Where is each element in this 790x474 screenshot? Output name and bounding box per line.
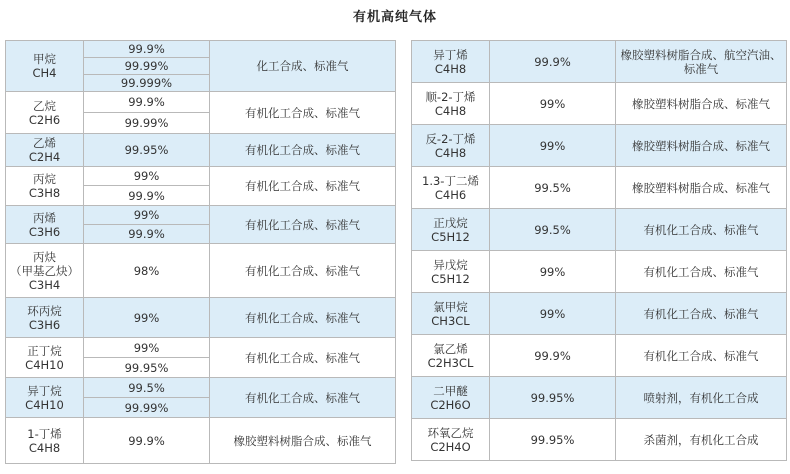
gas-name-line: （甲基乙炔） bbox=[10, 263, 79, 278]
gas-name-cell bbox=[412, 41, 490, 83]
application-cell bbox=[616, 167, 787, 209]
application-cell: 有机化工合成、标准气 bbox=[210, 92, 396, 134]
gas-name-line: C3H4 bbox=[28, 277, 61, 292]
gas-name-line: C2H4O bbox=[430, 439, 471, 454]
purity-cell: 99.95% bbox=[84, 358, 210, 378]
purity-cell: 99.9% bbox=[490, 335, 616, 377]
gas-name-line: C2H6O bbox=[430, 397, 471, 412]
purity-cell: 99.5% bbox=[490, 209, 616, 251]
gas-name-cell bbox=[412, 83, 490, 125]
gas-name-line: 氯甲烷 bbox=[433, 299, 468, 314]
application-line: 有机化工合成、标准气 bbox=[643, 348, 759, 363]
application-line: 橡胶塑料树脂合成、标准气 bbox=[632, 138, 770, 153]
gas-name-cell bbox=[6, 167, 84, 206]
gas-name-line: C2H3CL bbox=[427, 355, 474, 370]
gas-name-line: 正戊烷 bbox=[433, 215, 468, 230]
application-cell: 有机化工合成、标准气 bbox=[210, 167, 396, 206]
purity-cell: 99.99% bbox=[84, 58, 210, 75]
table-row bbox=[412, 41, 787, 83]
application-cell: 有机化工合成、标准气 bbox=[210, 338, 396, 378]
purity-cell: 99.9% bbox=[84, 418, 210, 464]
table-row bbox=[6, 41, 396, 58]
purity-cell: 99% bbox=[84, 298, 210, 338]
application-cell: 有机化工合成、标准气 bbox=[210, 206, 396, 244]
gas-name-line: C4H10 bbox=[25, 357, 64, 372]
gas-name-line: 1.3-丁二烯 bbox=[422, 173, 479, 188]
gas-name-cell bbox=[412, 209, 490, 251]
gas-name-cell bbox=[6, 92, 84, 134]
application-line: 有机化工合成、标准气 bbox=[643, 222, 759, 237]
gas-name-cell bbox=[6, 41, 84, 92]
application-cell bbox=[616, 419, 787, 461]
table-row bbox=[6, 298, 396, 338]
gas-name-line: 乙烯 bbox=[33, 136, 56, 150]
application-line: 橡胶塑料树脂合成、标准气 bbox=[632, 96, 770, 111]
gas-name-cell bbox=[412, 335, 490, 377]
gas-table-right bbox=[411, 40, 787, 461]
application-cell: 有机化工合成、标准气 bbox=[210, 134, 396, 167]
purity-cell: 99.5% bbox=[490, 167, 616, 209]
table-row bbox=[412, 419, 787, 461]
gas-name-line: C4H10 bbox=[25, 397, 64, 412]
gas-name-line: 丙烯 bbox=[33, 210, 56, 225]
application-cell bbox=[616, 209, 787, 251]
application-cell: 有机化工合成、标准气 bbox=[210, 378, 396, 418]
gas-name-line: 反-2-丁烯 bbox=[425, 131, 476, 146]
purity-cell: 99.95% bbox=[84, 134, 210, 167]
purity-cell: 99.99% bbox=[84, 398, 210, 418]
table-row bbox=[412, 209, 787, 251]
purity-cell: 99% bbox=[84, 167, 210, 186]
gas-name-line: 乙烷 bbox=[33, 98, 56, 113]
table-row bbox=[6, 134, 396, 167]
gas-name-line: C4H8 bbox=[434, 145, 467, 160]
table-row bbox=[6, 418, 396, 464]
purity-cell: 99.95% bbox=[490, 419, 616, 461]
table-row bbox=[6, 206, 396, 225]
gas-name-cell bbox=[6, 244, 84, 298]
gas-name-line: 正丁烷 bbox=[27, 343, 62, 358]
application-line: 喷射剂，有机化工合成 bbox=[643, 390, 759, 405]
gas-name-line: CH4 bbox=[32, 66, 57, 80]
gas-name-line: 丙烷 bbox=[33, 172, 56, 186]
table-row bbox=[412, 293, 787, 335]
purity-cell: 98% bbox=[84, 244, 210, 298]
application-line: 橡胶塑料树脂合成、航空汽油、 bbox=[620, 47, 782, 62]
gas-name-cell bbox=[6, 338, 84, 378]
table-row bbox=[412, 377, 787, 419]
table-row bbox=[6, 92, 396, 113]
gas-name-cell bbox=[412, 419, 490, 461]
gas-name-cell bbox=[412, 293, 490, 335]
table-row bbox=[412, 335, 787, 377]
purity-cell: 99.99% bbox=[84, 113, 210, 134]
purity-cell: 99.95% bbox=[490, 377, 616, 419]
gas-name-line: C3H6 bbox=[28, 317, 61, 332]
gas-name-line: C4H8 bbox=[434, 61, 467, 76]
gas-name-line: C5H12 bbox=[431, 271, 470, 286]
gas-name-cell bbox=[6, 378, 84, 418]
purity-cell: 99.999% bbox=[84, 75, 210, 92]
gas-name-cell bbox=[412, 251, 490, 293]
gas-name-line: C3H6 bbox=[28, 224, 61, 239]
application-line: 有机化工合成、标准气 bbox=[643, 264, 759, 279]
purity-cell: 99% bbox=[84, 206, 210, 225]
gas-name-line: C4H6 bbox=[434, 187, 467, 202]
gas-name-line: 氯乙烯 bbox=[433, 341, 468, 356]
page-title: 有机高纯气体 bbox=[352, 10, 437, 25]
purity-cell: 99.9% bbox=[84, 225, 210, 244]
application-line: 标准气 bbox=[683, 61, 719, 76]
gas-name-line: 二甲醚 bbox=[433, 383, 468, 398]
gas-name-line: 丙炔 bbox=[33, 249, 56, 264]
gas-name-line: 1-丁烯 bbox=[27, 426, 62, 441]
gas-name-cell bbox=[412, 125, 490, 167]
application-line: 橡胶塑料树脂合成、标准气 bbox=[632, 180, 770, 195]
application-line: 有机化工合成、标准气 bbox=[643, 306, 759, 321]
application-cell bbox=[616, 335, 787, 377]
gas-name-cell bbox=[6, 206, 84, 244]
table-row bbox=[412, 83, 787, 125]
application-cell bbox=[616, 377, 787, 419]
purity-cell: 99.9% bbox=[84, 41, 210, 58]
gas-name-cell bbox=[6, 418, 84, 464]
gas-name-line: C5H12 bbox=[431, 229, 470, 244]
gas-name-line: C3H8 bbox=[28, 186, 61, 200]
gas-name-line: CH3CL bbox=[431, 313, 470, 328]
gas-name-line: 异戊烷 bbox=[433, 257, 468, 272]
table-row bbox=[412, 251, 787, 293]
gas-name-line: 甲烷 bbox=[33, 52, 56, 66]
table-row bbox=[6, 167, 396, 186]
gas-name-line: 环丙烷 bbox=[27, 303, 62, 318]
purity-cell: 99% bbox=[490, 293, 616, 335]
gas-name-line: C4H8 bbox=[28, 440, 61, 455]
application-cell bbox=[616, 41, 787, 83]
purity-cell: 99% bbox=[490, 125, 616, 167]
purity-cell: 99% bbox=[84, 338, 210, 358]
table-row bbox=[412, 125, 787, 167]
gas-name-line: 顺-2-丁烯 bbox=[425, 89, 476, 104]
application-cell: 化工合成、标准气 bbox=[210, 41, 396, 92]
purity-cell: 99.9% bbox=[84, 92, 210, 113]
purity-cell: 99% bbox=[490, 83, 616, 125]
gas-table-left bbox=[5, 40, 396, 464]
gas-name-cell bbox=[6, 134, 84, 167]
table-row bbox=[6, 338, 396, 358]
gas-name-line: C2H6 bbox=[28, 112, 61, 127]
table-row bbox=[6, 244, 396, 298]
gas-name-cell bbox=[412, 377, 490, 419]
application-line: 杀菌剂，有机化工合成 bbox=[643, 432, 759, 447]
gas-name-line: C4H8 bbox=[434, 103, 467, 118]
application-cell: 橡胶塑料树脂合成、标准气 bbox=[210, 418, 396, 464]
application-cell: 有机化工合成、标准气 bbox=[210, 244, 396, 298]
gas-name-line: 异丁烷 bbox=[27, 383, 62, 398]
application-cell bbox=[616, 83, 787, 125]
application-cell bbox=[616, 293, 787, 335]
table-row bbox=[6, 378, 396, 398]
gas-name-line: 环氧乙烷 bbox=[427, 425, 474, 440]
gas-name-cell bbox=[6, 298, 84, 338]
gas-name-cell bbox=[412, 167, 490, 209]
application-cell: 有机化工合成、标准气 bbox=[210, 298, 396, 338]
application-cell bbox=[616, 125, 787, 167]
table-row bbox=[412, 167, 787, 209]
purity-cell: 99.5% bbox=[84, 378, 210, 398]
gas-name-line: 异丁烯 bbox=[433, 47, 468, 62]
application-cell bbox=[616, 251, 787, 293]
purity-cell: 99.9% bbox=[490, 41, 616, 83]
purity-cell: 99.9% bbox=[84, 186, 210, 206]
gas-name-line: C2H4 bbox=[28, 150, 61, 164]
purity-cell: 99% bbox=[490, 251, 616, 293]
